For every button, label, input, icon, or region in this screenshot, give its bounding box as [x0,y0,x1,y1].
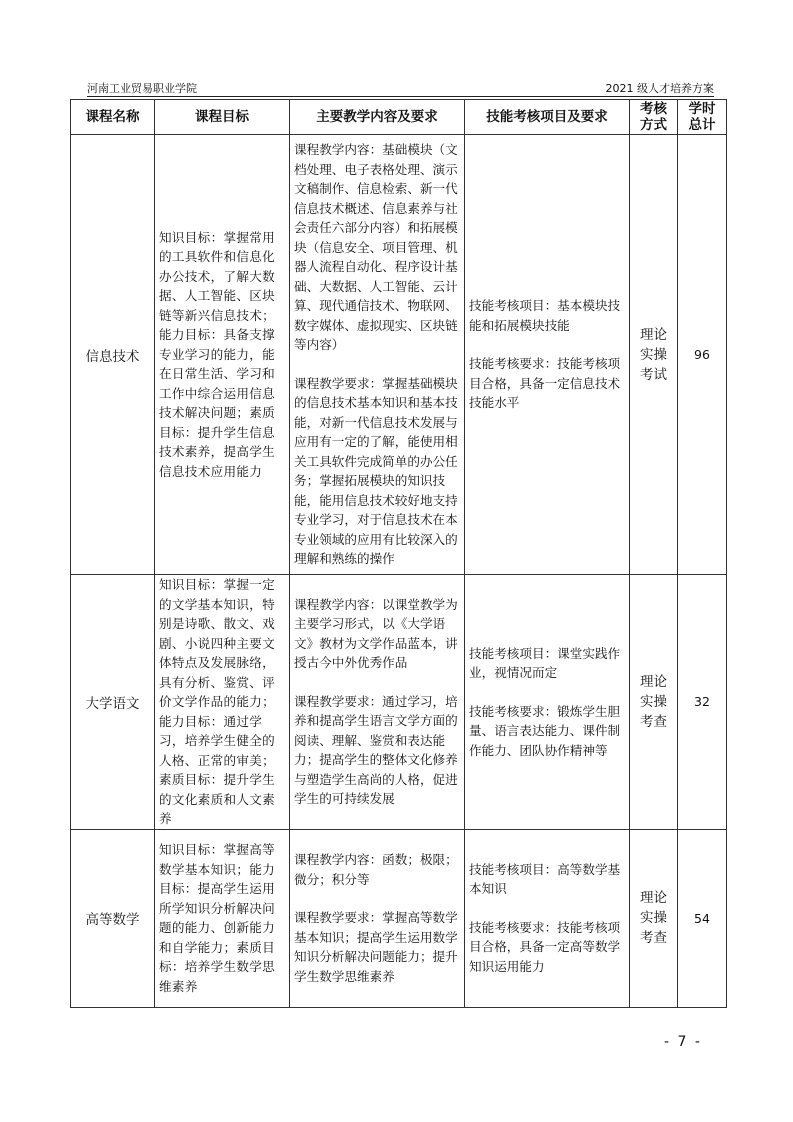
method-line: 考查 [640,930,667,946]
method-line: 理论 [640,326,667,343]
content-text: 课程教学内容：基础模块（文档处理、电子表格处理、演示文稿制作、信息检索、新一代信息技术概述、信息素养与社会责任六部分内容）和拓展模块（信息安全、项目管理、机器人流程自动化、程序设计基础、大数据、人工智能、云计算、现代通信技术、物联网、数字媒体、虚拟现实、区块链等内容） [294,142,458,353]
header-hours-line: 总计 [688,117,716,133]
skill-requirement-text: 技能考核要求：技能考核项目合格，具备一定信息技术技能水平 [469,356,621,411]
header-total-hours [678,100,727,135]
course-objective: 知识目标：掌握一定的文学基本知识，特别是诗歌、散文、戏剧、小说四种主要文体特点及发展脉络，具有分析、鉴赏、评价文学作品的能力；能力目标：通过学习，培养学生健全的人格、正常的审美；素质目标：提升学生的文化素质和人文素养 [155,575,290,830]
header-method-line: 方式 [640,117,667,133]
content-text: 课程教学内容：以课堂教学为主要学习形式，以《大学语文》教材为文学作品蓝本，讲授古今中外优秀作品 [294,596,458,671]
school-name: 河南工业贸易职业学院 [87,82,197,95]
header-course-objective: 课程目标 [155,100,290,135]
course-name: 信息技术 [71,135,155,575]
method-line: 实操 [640,346,667,363]
skill-requirement-text: 技能考核要求：锻炼学生胆量、语言表达能力、课件制作能力、团队协作精神等 [469,703,621,758]
table-header-row [71,100,727,135]
method-line: 考试 [640,366,667,383]
header-assessment-method [630,100,678,135]
skill-assessment [465,575,630,830]
table-row [71,575,727,830]
teaching-content [290,135,465,575]
page-header [87,80,714,97]
teaching-content [290,829,465,1007]
plan-title: 2021 级人才培养方案 [605,82,714,95]
skill-item-text: 技能考核项目：课堂实践作业，视情况而定 [469,645,621,680]
table-row [71,829,727,1007]
skill-assessment [465,135,630,575]
method-line: 实操 [640,910,667,926]
header-method-line: 考核 [640,101,667,117]
requirement-text: 课程教学要求：通过学习，培养和提高学生语言文学方面的阅读、理解、鉴赏和表达能力；提高学生的整体文化修养与塑造学生高尚的人格，促进学生的可持续发展 [294,693,458,807]
content-text: 课程教学内容：函数；极限；微分；积分等 [294,852,458,887]
header-course-name: 课程名称 [71,100,155,135]
method-line: 理论 [640,890,667,906]
teaching-content [290,575,465,830]
skill-item-text: 技能考核项目：高等数学基本知识 [469,861,621,897]
header-hours-line: 学时 [688,101,716,117]
requirement-text: 课程教学要求：掌握基础模块的信息技术基本知识和基本技能，对新一代信息技术发展与应用有一定的了解，能使用相关工具软件完成简单的办公任务；掌握拓展模块的知识技能，能用信息技术较好地支持专业学习，对于信息技术在本专业领域的应用有比较深入的理解和熟练的操作 [294,375,458,567]
assessment-method [630,575,678,830]
skill-assessment [465,829,630,1007]
assessment-method [630,829,678,1007]
total-hours: 96 [678,135,727,575]
table-row [71,135,727,575]
course-objective: 知识目标：掌握常用的工具软件和信息化办公技术，了解大数据、人工智能、区块链等新兴信息技术；能力目标：具备支撑专业学习的能力，能在日常生活、学习和工作中综合运用信息技术解决问题；素质目标：提升学生信息技术素养，提高学生信息技术应用能力 [155,135,290,575]
skill-item-text: 技能考核项目：基本模块技能和拓展模块技能 [469,298,621,333]
course-objective: 知识目标：掌握高等数学基本知识；能力目标：提高学生运用所学知识分析解决问题的能力、创新能力和自学能力；素质目标：培养学生数学思维素养 [155,829,290,1007]
method-line: 考查 [640,713,667,730]
curriculum-table [70,99,727,1008]
requirement-text: 课程教学要求：掌握高等数学基本知识；提高学生运用数学知识分析解决问题能力；提升学生数学思维素养 [294,910,458,984]
header-teaching-content: 主要教学内容及要求 [290,100,465,135]
skill-requirement-text: 技能考核要求：技能考核项目合格，具备一定高等数学知识运用能力 [469,919,621,974]
method-line: 实操 [640,693,667,710]
total-hours: 32 [678,575,727,830]
course-name: 高等数学 [71,829,155,1007]
method-line: 理论 [640,673,667,690]
total-hours: 54 [678,829,727,1007]
page-number: - 7 - [664,1034,702,1050]
course-name: 大学语文 [71,575,155,830]
assessment-method [630,135,678,575]
header-skill-assessment: 技能考核项目及要求 [465,100,630,135]
